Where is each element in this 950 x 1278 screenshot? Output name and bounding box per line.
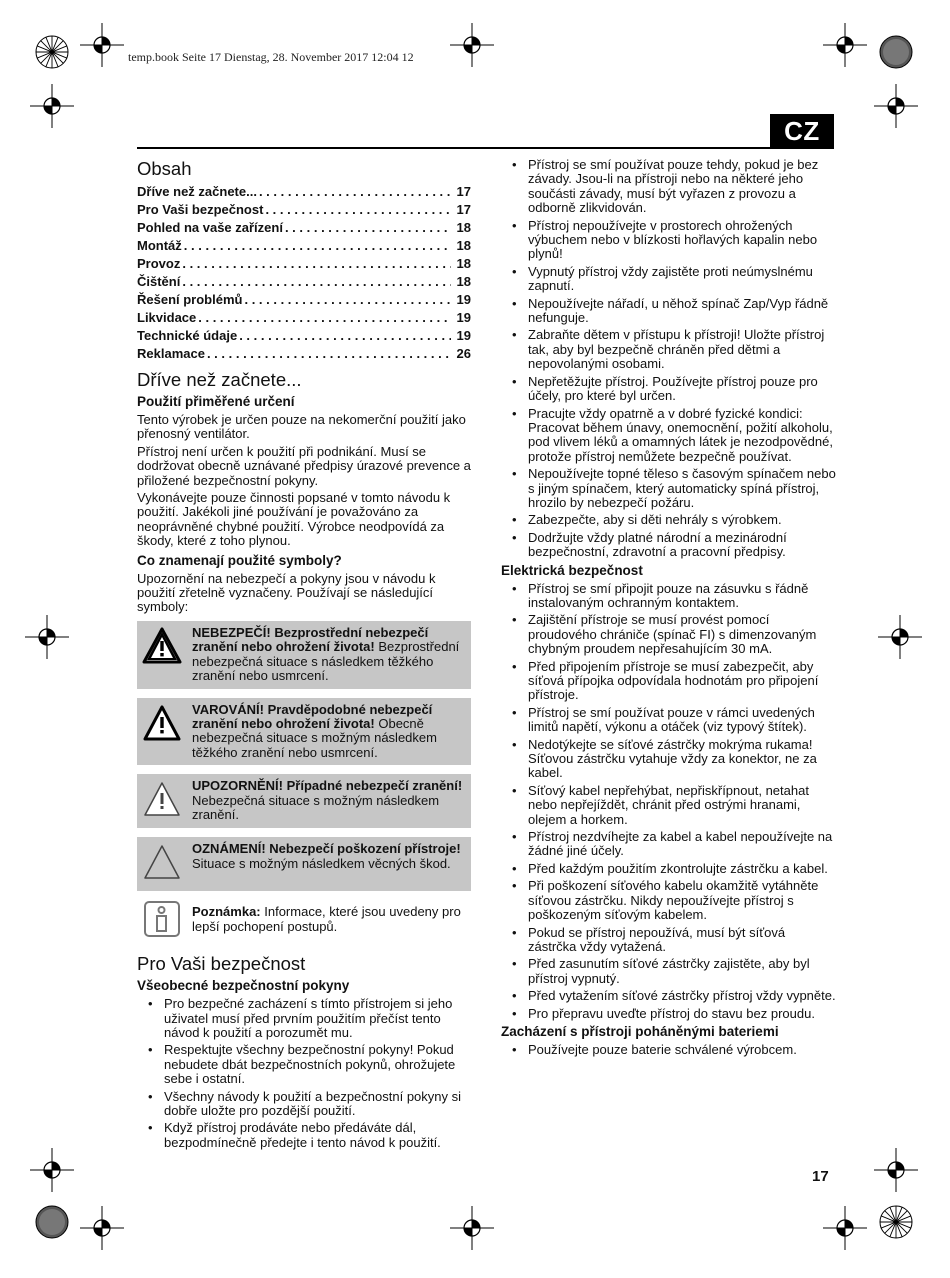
warning-text: Bezprostřední nebezpečná situace s následkem těžkého zranění nebo usmrcení.	[192, 639, 460, 684]
list-item: • Přístroj se smí používat pouze tehdy, pokud je bez závady. Jsou-li na přístroji nebo na některé jeho součásti závady, musí být vyřazen z provozu a odborně zlikvidován.	[501, 158, 836, 216]
list-item: • Nepoužívejte nářadí, u něhož spínač Zap/Vyp řádně nefunguje.	[501, 297, 836, 326]
list-item: • Přístroj se smí připojit pouze na zásuvku s řádně instalovaným ochranným kontaktem.	[501, 582, 836, 611]
safety-list	[501, 158, 836, 560]
electric-safety-heading: Elektrická bezpečnost	[501, 562, 643, 578]
page-number: 17	[812, 1168, 829, 1185]
toc-entry-page: 18	[456, 274, 471, 289]
toc-leader-dots	[239, 327, 451, 345]
toc-leader-dots	[184, 237, 451, 255]
list-item: • Nedotýkejte se síťové zástrčky mokrýma rukama! Síťovou zástrčku vytahuje vždy za konektor, ne za kabel.	[501, 738, 836, 781]
warning-box	[137, 698, 471, 766]
info-icon	[142, 900, 182, 938]
note-box	[137, 900, 471, 944]
toc-entry[interactable]	[137, 291, 471, 309]
toc-entry[interactable]	[137, 327, 471, 345]
paragraph: Přístroj není určen k použití při podnikání. Musí se dodržovat obecně uznávané předpisy úrazové prevence a přiložené bezpečnostní pokyny.	[137, 443, 471, 488]
toc-entry[interactable]	[137, 201, 471, 219]
section-title-safety: Pro Vaši bezpečnost	[137, 953, 306, 975]
paragraph: Tento výrobek je určen pouze na nekomerční použití jako přenosný ventilátor.	[137, 412, 466, 442]
symbols-heading: Co znamenají použité symboly?	[137, 552, 342, 568]
list-item: • Zabezpečte, aby si děti nehrály s výrobkem.	[501, 513, 836, 527]
toc-entry[interactable]	[137, 345, 471, 363]
list-item: • Vypnutý přístroj vždy zajistěte proti neúmyslnému zapnutí.	[501, 265, 836, 294]
list-item: • Před připojením přístroje se musí zabezpečit, aby síťová přípojka odpovídala hodnotám pro připojení přístroje.	[501, 660, 836, 703]
table-of-contents	[137, 183, 471, 363]
toc-entry-label: Provoz	[137, 256, 181, 271]
danger-triangle-icon	[142, 627, 182, 665]
list-item: • Zabraňte dětem v přístupu k přístroji! Uložte přístroj tak, aby byl bezpečně chráněn před dětmi a nepovolanými osobami.	[501, 328, 836, 371]
toc-leader-dots	[259, 183, 451, 201]
list-item: • Přístroj nezdvíhejte za kabel a kabel nepoužívejte na žádné jiné účely.	[501, 830, 836, 859]
list-item: • Při poškození síťového kabelu okamžitě vytáhněte síťovou zástrčku. Nikdy nepoužívejte přístroj s poškozeným síťovým kabelem.	[501, 879, 836, 922]
warning-triangle-icon	[142, 704, 182, 742]
toc-entry-label: Montáž	[137, 238, 182, 253]
toc-entry-page: 17	[456, 202, 471, 217]
warning-title: UPOZORNĚNÍ! Případné nebezpečí zranění!	[192, 778, 463, 794]
toc-entry-page: 19	[456, 328, 471, 343]
list-item: • Všechny návody k použití a bezpečnostní pokyny si dobře uložte pro pozdější použití.	[137, 1090, 471, 1119]
list-item: • Pro přepravu uveďte přístroj do stavu bez proudu.	[501, 1007, 836, 1021]
toc-entry-page: 19	[456, 310, 471, 325]
toc-entry-page: 18	[456, 256, 471, 271]
warning-text: Nebezpečná situace s možným následkem zranění.	[192, 792, 440, 822]
list-item: • Pro bezpečné zacházení s tímto přístrojem si jeho uživatel musí před prvním použitím přečíst tento návod k použití a porozumět mu.	[137, 997, 471, 1040]
battery-heading: Zacházení s přístroji poháněnými bateriemi	[501, 1023, 779, 1039]
toc-title: Obsah	[137, 158, 192, 179]
note-title: Poznámka:	[192, 904, 261, 920]
warning-title: VAROVÁNÍ! Pravděpodobné nebezpečí zranění nebo ohrožení života!	[192, 701, 433, 731]
toc-leader-dots	[285, 219, 451, 237]
list-item: • Nepoužívejte topné těleso s časovým spínačem nebo s jiným spínačem, který automaticky spíná přístroj, hrozilo by nebezpečí požáru.	[501, 467, 836, 510]
print-header: temp.book Seite 17 Dienstag, 28. November 2017 12:04 12	[128, 50, 414, 64]
paragraph: Vykonávejte pouze činnosti popsané v tomto návodu k použití. Jakékoli jiné používání je považováno za neoprávněné chybné použití. Výrobce neodpovídá za škody, které z toho plynou.	[137, 490, 451, 549]
toc-leader-dots	[182, 273, 451, 291]
battery-list	[501, 1043, 836, 1057]
list-item: • Před vytažením síťové zástrčky přístroj vždy vypněte.	[501, 989, 836, 1003]
warning-text: Obecně nebezpečná situace s možným následkem těžkého zranění nebo usmrcení.	[192, 715, 437, 760]
toc-entry-label: Reklamace	[137, 346, 205, 361]
toc-entry-label: Dříve než začnete...	[137, 184, 257, 199]
toc-leader-dots	[207, 345, 451, 363]
toc-entry[interactable]	[137, 237, 471, 255]
toc-entry-page: 18	[456, 220, 471, 235]
toc-entry-label: Řešení problémů	[137, 292, 243, 307]
toc-entry-label: Pohled na vaše zařízení	[137, 220, 283, 235]
list-item: • Zajištění přístroje se musí provést pomocí proudového chrániče (spínač FI) s dimenzovaným chybným proudem nepřesahujícím 30 mA.	[501, 613, 836, 656]
section-title-before: Dříve než začnete...	[137, 369, 302, 390]
toc-entry[interactable]	[137, 183, 471, 201]
list-item: • Dodržujte vždy platné národní a mezinárodní bezpečnostní, zdravotní a pracovní předpisy.	[501, 531, 836, 560]
toc-entry-label: Pro Vaši bezpečnost	[137, 202, 264, 217]
list-item: • Respektujte všechny bezpečnostní pokyny! Pokud nebudete dbát bezpečnostních pokynů, ohrožujete sebe i ostatní.	[137, 1043, 471, 1086]
toc-entry-label: Čištění	[137, 274, 181, 289]
toc-entry-label: Likvidace	[137, 310, 197, 325]
list-item: • Když přístroj prodáváte nebo předáváte dál, bezpodmínečně předejte i tento návod k použití.	[137, 1121, 471, 1150]
toc-entry[interactable]	[137, 219, 471, 237]
language-badge: CZ	[770, 114, 834, 149]
list-item: • Před zasunutím síťové zástrčky zajistěte, aby byl přístroj vypnutý.	[501, 957, 836, 986]
toc-entry-page: 17	[456, 184, 471, 199]
warning-title: NEBEZPEČÍ! Bezprostřední nebezpečí zranění nebo ohrožení života!	[192, 624, 429, 655]
toc-entry[interactable]	[137, 255, 471, 273]
list-item: • Pokud se přístroj nepoužívá, musí být síťová zástrčka vždy vytažená.	[501, 926, 836, 955]
caution-triangle-icon	[142, 780, 182, 818]
toc-entry-page: 19	[456, 292, 471, 307]
notice-triangle-icon	[142, 843, 182, 881]
toc-leader-dots	[265, 201, 451, 219]
paragraph: Upozornění na nebezpečí a pokyny jsou v návodu k použití zřetelně vyznačeny. Používají se následující symboly:	[137, 570, 436, 615]
header-rule	[137, 147, 833, 149]
warning-title: OZNÁMENÍ! Nebezpečí poškození přístroje!	[192, 841, 461, 857]
use-heading: Použití přiměřené určení	[137, 394, 295, 409]
toc-entry[interactable]	[137, 273, 471, 291]
list-item: • Nepřetěžujte přístroj. Používejte přístroj pouze pro účely, pro které byl určen.	[501, 375, 836, 404]
caution-box	[137, 774, 471, 828]
left-column	[137, 158, 471, 1153]
warning-text: Situace s možným následkem věcných škod.	[192, 855, 451, 871]
notice-box	[137, 837, 471, 891]
list-item: • Pracujte vždy opatrně a v dobré fyzické kondici: Pracovat během únavy, onemocnění, požití alkoholu, pod vlivem léků a omamných látek je nezodpovědné, protože přístroj nemůžete bezpečně používat.	[501, 407, 836, 465]
toc-leader-dots	[198, 309, 451, 327]
right-column	[501, 158, 836, 1060]
toc-entry-label: Technické údaje	[137, 328, 238, 343]
list-item: • Přístroj se smí používat pouze v rámci uvedených limitů napětí, výkonu a otáček (viz typový štítek).	[501, 706, 836, 735]
toc-leader-dots	[182, 255, 451, 273]
toc-entry-page: 18	[456, 238, 471, 253]
list-item: • Před každým použitím zkontrolujte zástrčku a kabel.	[501, 862, 836, 876]
toc-leader-dots	[244, 291, 451, 309]
toc-entry[interactable]	[137, 309, 471, 327]
list-item: • Přístroj nepoužívejte v prostorech ohrožených výbuchem nebo v blízkosti hořlavých kapalin nebo plynů!	[501, 219, 836, 262]
note-text: Informace, které jsou uvedeny pro lepší pochopení postupů.	[192, 904, 461, 934]
list-item: • Síťový kabel nepřehýbat, nepřiskřípnout, netahat nebo nepřejíždět, chránit před ostrými hranami, olejem a horkem.	[501, 784, 836, 827]
list-item: • Používejte pouze baterie schválené výrobcem.	[501, 1043, 836, 1057]
danger-box	[137, 621, 471, 689]
general-safety-heading: Všeobecné bezpečnostní pokyny	[137, 978, 350, 994]
electric-safety-list	[501, 582, 836, 1021]
general-safety-list	[137, 997, 471, 1150]
toc-entry-page: 26	[456, 346, 471, 361]
